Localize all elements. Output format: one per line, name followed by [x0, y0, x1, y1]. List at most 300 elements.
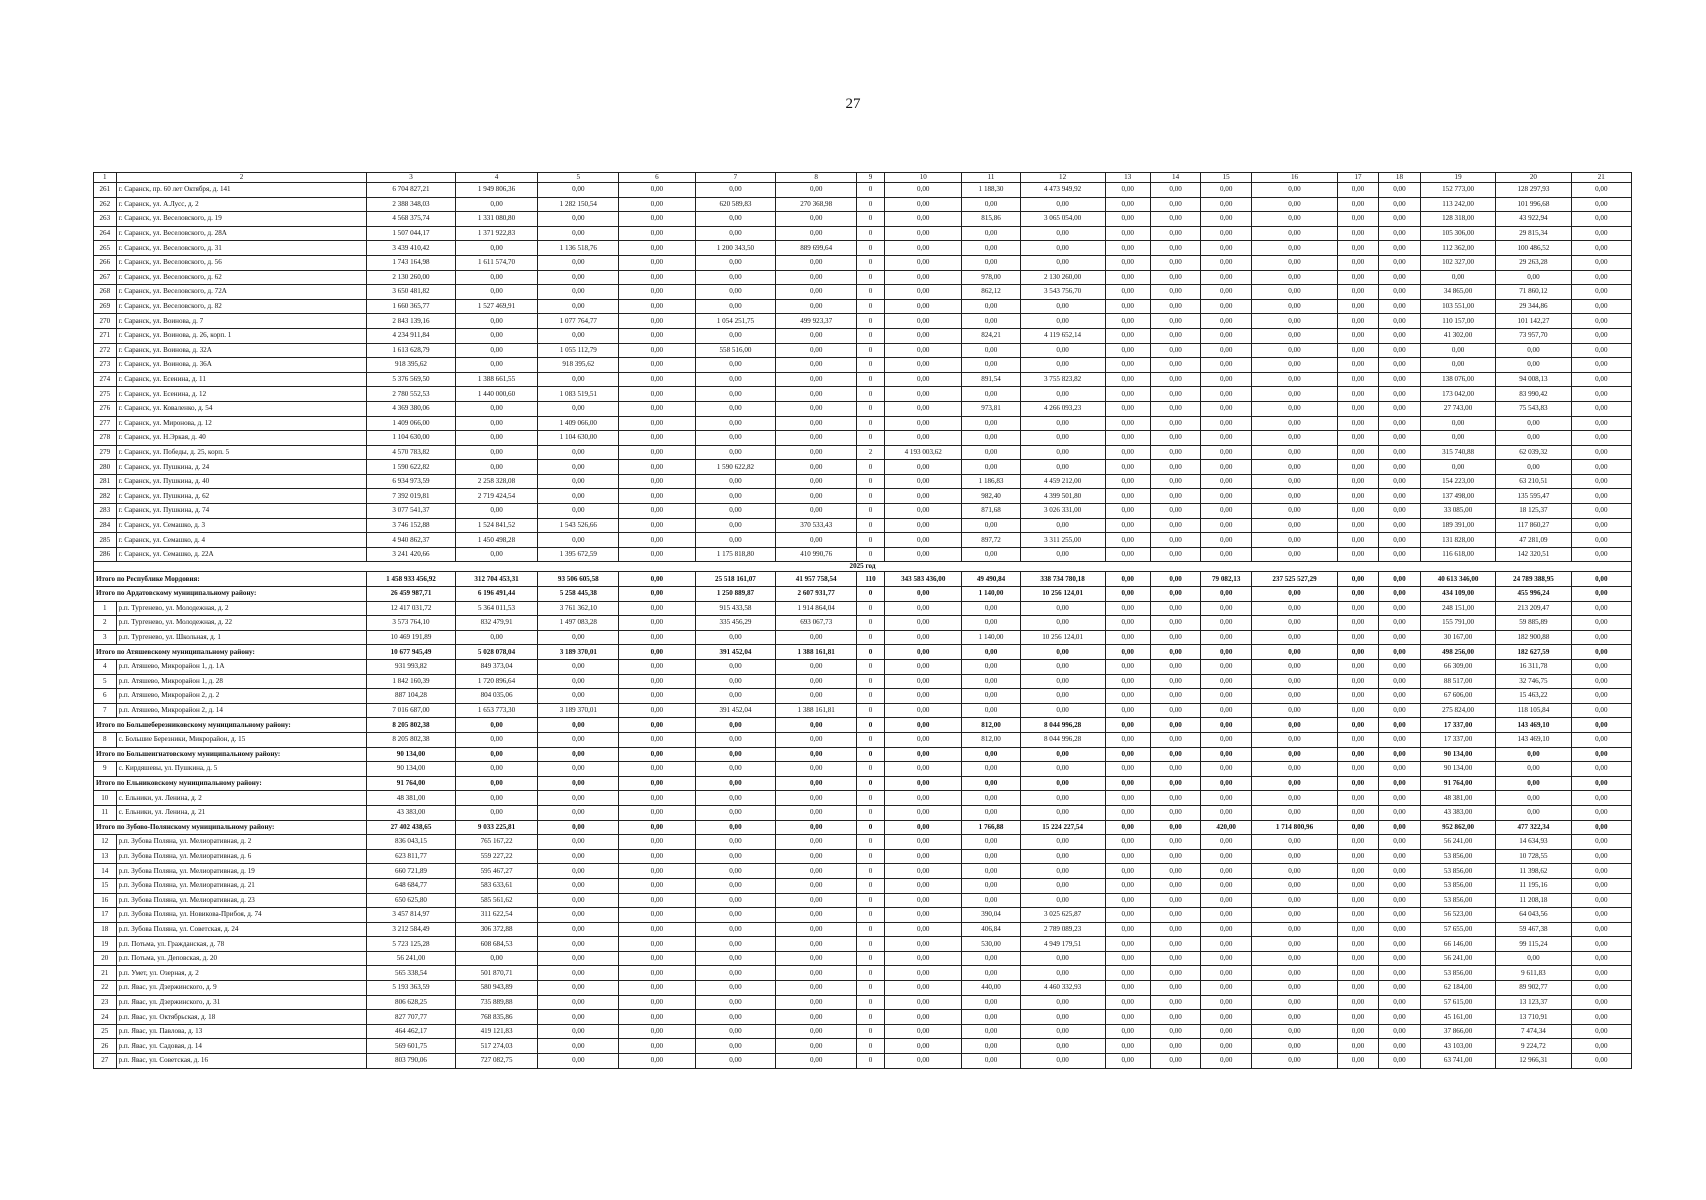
value-cell: 0,00: [619, 401, 695, 416]
value-cell: 0,00: [695, 226, 776, 241]
value-cell: 56 241,00: [1420, 835, 1495, 850]
value-cell: 1 611 574,70: [455, 255, 538, 270]
value-cell: 0,00: [538, 183, 619, 198]
value-cell: 0: [857, 343, 885, 358]
value-cell: 0,00: [619, 951, 695, 966]
value-cell: 410 990,76: [776, 547, 857, 562]
value-cell: 0,00: [1338, 518, 1379, 533]
value-cell: 315 740,88: [1420, 445, 1495, 460]
column-number: 2: [116, 173, 367, 183]
value-cell: 0,00: [776, 533, 857, 548]
value-cell: 40 613 346,00: [1420, 572, 1495, 587]
value-cell: 0,00: [962, 1054, 1020, 1069]
value-cell: 11 208,18: [1496, 893, 1571, 908]
table-row: [94, 372, 1632, 387]
value-cell: 29 815,34: [1496, 226, 1571, 241]
value-cell: 0,00: [695, 776, 776, 791]
table-row: [94, 445, 1632, 460]
value-cell: 815,86: [962, 212, 1020, 227]
value-cell: 1 949 806,36: [455, 183, 538, 198]
value-cell: 0,00: [1571, 630, 1631, 645]
column-number: 18: [1378, 173, 1420, 183]
row-number: 267: [94, 270, 117, 285]
value-cell: 57 655,00: [1420, 922, 1495, 937]
value-cell: 0: [857, 416, 885, 431]
value-cell: 0,00: [538, 981, 619, 996]
value-cell: 0,00: [1338, 966, 1379, 981]
value-cell: 0: [857, 197, 885, 212]
value-cell: 0,00: [1571, 805, 1631, 820]
value-cell: 0,00: [1338, 255, 1379, 270]
value-cell: 0,00: [1378, 358, 1420, 373]
total-row: [94, 776, 1632, 791]
value-cell: 0: [857, 270, 885, 285]
value-cell: 0,00: [885, 489, 962, 504]
value-cell: 0,00: [962, 776, 1020, 791]
value-cell: 248 151,00: [1420, 601, 1495, 616]
value-cell: 0,00: [776, 966, 857, 981]
row-number: 265: [94, 241, 117, 256]
row-number: 10: [94, 791, 117, 806]
row-number: 17: [94, 908, 117, 923]
value-cell: 0,00: [776, 762, 857, 777]
value-cell: 4 459 212,00: [1020, 474, 1105, 489]
value-cell: 1 714 800,96: [1251, 820, 1337, 835]
address-cell: г. Саранск, ул. Веселовского, д. 72А: [116, 285, 367, 300]
value-cell: 48 381,00: [367, 791, 455, 806]
value-cell: 0,00: [1105, 820, 1150, 835]
value-cell: 0,00: [1251, 474, 1337, 489]
value-cell: 0,00: [776, 981, 857, 996]
value-cell: 0,00: [1150, 504, 1201, 519]
value-cell: 0,00: [1338, 922, 1379, 937]
value-cell: 0,00: [619, 645, 695, 660]
value-cell: 63 741,00: [1420, 1054, 1495, 1069]
value-cell: 0,00: [1105, 328, 1150, 343]
value-cell: 0,00: [1378, 689, 1420, 704]
value-cell: 0,00: [1251, 533, 1337, 548]
value-cell: 0,00: [695, 1024, 776, 1039]
value-cell: 0,00: [1571, 1024, 1631, 1039]
value-cell: 0,00: [1251, 343, 1337, 358]
value-cell: 0,00: [1378, 504, 1420, 519]
value-cell: 0,00: [1338, 314, 1379, 329]
value-cell: 2 130 260,00: [367, 270, 455, 285]
value-cell: 871,68: [962, 504, 1020, 519]
value-cell: 0,00: [1378, 255, 1420, 270]
row-number: 270: [94, 314, 117, 329]
value-cell: 0: [857, 689, 885, 704]
value-cell: 0,00: [1201, 212, 1252, 227]
value-cell: 0,00: [776, 805, 857, 820]
value-cell: 0,00: [1105, 197, 1150, 212]
value-cell: 0,00: [1251, 878, 1337, 893]
value-cell: 1 331 080,80: [455, 212, 538, 227]
value-cell: 116 618,00: [1420, 547, 1495, 562]
value-cell: 0: [857, 981, 885, 996]
value-cell: 90 134,00: [1420, 747, 1495, 762]
value-cell: 13 710,91: [1496, 1010, 1571, 1025]
value-cell: 1 054 251,75: [695, 314, 776, 329]
value-cell: 0,00: [1150, 937, 1201, 952]
value-cell: 0,00: [885, 270, 962, 285]
value-cell: 0,00: [1571, 183, 1631, 198]
value-cell: 0,00: [455, 791, 538, 806]
value-cell: 62 184,00: [1420, 981, 1495, 996]
value-cell: 24 789 388,95: [1496, 572, 1571, 587]
value-cell: 5 193 363,59: [367, 981, 455, 996]
value-cell: 142 320,51: [1496, 547, 1571, 562]
value-cell: 0,00: [1338, 1010, 1379, 1025]
value-cell: 0,00: [885, 616, 962, 631]
table-row: [94, 270, 1632, 285]
value-cell: 2: [857, 445, 885, 460]
value-cell: 0,00: [1571, 791, 1631, 806]
value-cell: 1 188,30: [962, 183, 1020, 198]
value-cell: 0,00: [1105, 893, 1150, 908]
value-cell: 0,00: [776, 1024, 857, 1039]
value-cell: 0,00: [1105, 358, 1150, 373]
total-label: Итого по Ельниковскому муниципальному району:: [94, 776, 367, 791]
value-cell: 0,00: [1338, 285, 1379, 300]
value-cell: 0: [857, 893, 885, 908]
value-cell: 75 543,83: [1496, 401, 1571, 416]
value-cell: 0,00: [619, 328, 695, 343]
value-cell: 0,00: [962, 358, 1020, 373]
value-cell: 11 398,62: [1496, 864, 1571, 879]
value-cell: 0,00: [455, 285, 538, 300]
value-cell: 0,00: [619, 981, 695, 996]
table-row: [94, 1010, 1632, 1025]
column-number: 11: [962, 173, 1020, 183]
column-number: 1: [94, 173, 117, 183]
value-cell: 0,00: [776, 922, 857, 937]
value-cell: 0,00: [538, 689, 619, 704]
address-cell: р.п. Атяшево, Микрорайон 2, д. 14: [116, 703, 367, 718]
value-cell: 0,00: [1571, 343, 1631, 358]
address-cell: р.п. Атяшево, Микрорайон 2, д. 2: [116, 689, 367, 704]
value-cell: 0,00: [619, 431, 695, 446]
value-cell: 0,00: [885, 747, 962, 762]
row-number: 7: [94, 703, 117, 718]
value-cell: 0,00: [885, 343, 962, 358]
page-number: 27: [845, 96, 861, 112]
value-cell: 0,00: [1201, 951, 1252, 966]
value-cell: 0,00: [1020, 951, 1105, 966]
value-cell: 0,00: [1338, 445, 1379, 460]
value-cell: 0,00: [1496, 791, 1571, 806]
value-cell: 0,00: [1105, 674, 1150, 689]
value-cell: 59 467,38: [1496, 922, 1571, 937]
value-cell: 0: [857, 489, 885, 504]
table-row: [94, 908, 1632, 923]
table-row: [94, 474, 1632, 489]
value-cell: 2 258 328,08: [455, 474, 538, 489]
value-cell: 7 474,34: [1496, 1024, 1571, 1039]
value-cell: 0,00: [695, 630, 776, 645]
value-cell: 0,00: [1338, 547, 1379, 562]
value-cell: 0,00: [1150, 518, 1201, 533]
value-cell: 0,00: [1201, 416, 1252, 431]
value-cell: 0,00: [776, 1039, 857, 1054]
value-cell: 0,00: [885, 387, 962, 402]
value-cell: 0,00: [695, 431, 776, 446]
value-cell: 0,00: [885, 183, 962, 198]
value-cell: 1 914 864,04: [776, 601, 857, 616]
value-cell: 1 371 922,83: [455, 226, 538, 241]
value-cell: 0,00: [1571, 328, 1631, 343]
value-cell: 1 720 896,64: [455, 674, 538, 689]
table-row: [94, 601, 1632, 616]
value-cell: 0,00: [885, 922, 962, 937]
value-cell: 0,00: [1378, 703, 1420, 718]
value-cell: 0,00: [1020, 431, 1105, 446]
value-cell: 0,00: [1251, 776, 1337, 791]
value-cell: 0,00: [776, 995, 857, 1010]
year-row: [94, 562, 1632, 572]
value-cell: 0,00: [1571, 226, 1631, 241]
value-cell: 0,00: [1105, 703, 1150, 718]
value-cell: 0,00: [538, 908, 619, 923]
value-cell: 0,00: [1020, 878, 1105, 893]
row-number: 275: [94, 387, 117, 402]
value-cell: 4 940 862,37: [367, 533, 455, 548]
value-cell: 0,00: [1105, 387, 1150, 402]
value-cell: 311 622,54: [455, 908, 538, 923]
value-cell: 0,00: [1571, 197, 1631, 212]
value-cell: 0,00: [1105, 660, 1150, 675]
value-cell: 0,00: [1378, 732, 1420, 747]
value-cell: 0,00: [1571, 922, 1631, 937]
value-cell: 0: [857, 328, 885, 343]
value-cell: 0: [857, 908, 885, 923]
value-cell: 0,00: [1338, 689, 1379, 704]
value-cell: 0,00: [538, 820, 619, 835]
value-cell: 9 611,83: [1496, 966, 1571, 981]
value-cell: 0,00: [1105, 533, 1150, 548]
value-cell: 765 167,22: [455, 835, 538, 850]
value-cell: 10 728,55: [1496, 849, 1571, 864]
value-cell: 0,00: [1201, 630, 1252, 645]
value-cell: 0,00: [619, 878, 695, 893]
value-cell: 0,00: [885, 358, 962, 373]
value-cell: 0: [857, 805, 885, 820]
value-cell: 0,00: [1201, 660, 1252, 675]
value-cell: 105 306,00: [1420, 226, 1495, 241]
value-cell: 0,00: [885, 1054, 962, 1069]
value-cell: 0,00: [1150, 387, 1201, 402]
value-cell: 0,00: [885, 431, 962, 446]
total-label: Итого по Зубово-Полянскому муниципальному району:: [94, 820, 367, 835]
value-cell: 0,00: [962, 431, 1020, 446]
value-cell: 0: [857, 460, 885, 475]
value-cell: 0,00: [455, 630, 538, 645]
value-cell: 83 990,42: [1496, 387, 1571, 402]
value-cell: 849 373,04: [455, 660, 538, 675]
value-cell: 0,00: [455, 431, 538, 446]
value-cell: 93 506 605,58: [538, 572, 619, 587]
address-cell: г. Саранск, ул. Воинова, д. 32А: [116, 343, 367, 358]
value-cell: 0,00: [962, 864, 1020, 879]
value-cell: 0,00: [1201, 1054, 1252, 1069]
column-number: 6: [619, 173, 695, 183]
value-cell: 91 764,00: [1420, 776, 1495, 791]
value-cell: 0: [857, 431, 885, 446]
value-cell: 0,00: [1251, 616, 1337, 631]
value-cell: 0,00: [1020, 197, 1105, 212]
value-cell: 0,00: [538, 1054, 619, 1069]
address-cell: г. Саранск, ул. Пушкина, д. 40: [116, 474, 367, 489]
value-cell: 0,00: [1338, 995, 1379, 1010]
value-cell: 3 311 255,00: [1020, 533, 1105, 548]
value-cell: 237 525 527,29: [1251, 572, 1337, 587]
value-cell: 952 862,00: [1420, 820, 1495, 835]
value-cell: 335 456,29: [695, 616, 776, 631]
value-cell: 128 297,93: [1496, 183, 1571, 198]
value-cell: 0: [857, 226, 885, 241]
value-cell: 0,00: [1150, 601, 1201, 616]
value-cell: 0,00: [885, 791, 962, 806]
value-cell: 0,00: [1420, 343, 1495, 358]
value-cell: 0,00: [455, 732, 538, 747]
value-cell: 0,00: [1105, 1024, 1150, 1039]
value-cell: 0,00: [1251, 401, 1337, 416]
value-cell: 112 362,00: [1420, 241, 1495, 256]
address-cell: р.п. Тургенево, ул. Школьная, д. 1: [116, 630, 367, 645]
value-cell: 0,00: [1338, 328, 1379, 343]
value-cell: 41 302,00: [1420, 328, 1495, 343]
address-cell: р.п. Явас, ул. Садовая, д. 14: [116, 1039, 367, 1054]
value-cell: 0,00: [1020, 747, 1105, 762]
value-cell: 0,00: [1338, 630, 1379, 645]
row-number: 274: [94, 372, 117, 387]
value-cell: 0,00: [695, 981, 776, 996]
value-cell: 0,00: [1251, 1010, 1337, 1025]
value-cell: 0,00: [1251, 445, 1337, 460]
total-label: Итого по Атяшевскому муниципальному району:: [94, 645, 367, 660]
value-cell: 1 653 773,30: [455, 703, 538, 718]
row-number: 280: [94, 460, 117, 475]
value-cell: 0,00: [455, 416, 538, 431]
value-cell: 0,00: [1338, 387, 1379, 402]
value-cell: 0,00: [776, 689, 857, 704]
address-cell: г. Саранск, ул. Есенина, д. 12: [116, 387, 367, 402]
value-cell: 623 811,77: [367, 849, 455, 864]
value-cell: 0: [857, 951, 885, 966]
value-cell: 0,00: [962, 255, 1020, 270]
value-cell: 0,00: [1251, 908, 1337, 923]
table-row: [94, 689, 1632, 704]
value-cell: 0,00: [1105, 270, 1150, 285]
value-cell: 0: [857, 791, 885, 806]
value-cell: 0,00: [538, 533, 619, 548]
value-cell: 0,00: [1338, 951, 1379, 966]
data-table: [93, 172, 1632, 1069]
value-cell: 0,00: [1150, 197, 1201, 212]
table-row: [94, 547, 1632, 562]
value-cell: 0,00: [885, 601, 962, 616]
total-row: [94, 587, 1632, 602]
value-cell: 0: [857, 372, 885, 387]
value-cell: 0,00: [1201, 285, 1252, 300]
value-cell: 0,00: [1150, 343, 1201, 358]
value-cell: 0: [857, 937, 885, 952]
value-cell: 110: [857, 572, 885, 587]
value-cell: 0,00: [1571, 241, 1631, 256]
value-cell: 0,00: [1020, 1054, 1105, 1069]
total-label: Итого по Республике Мордовия:: [94, 572, 367, 587]
value-cell: 0,00: [1105, 572, 1150, 587]
value-cell: 0,00: [1150, 820, 1201, 835]
value-cell: 0,00: [1201, 718, 1252, 733]
value-cell: 0: [857, 601, 885, 616]
value-cell: 0,00: [538, 674, 619, 689]
value-cell: 0,00: [962, 762, 1020, 777]
value-cell: 0,00: [695, 820, 776, 835]
column-number: 16: [1251, 173, 1337, 183]
value-cell: 0,00: [1251, 660, 1337, 675]
row-number: 25: [94, 1024, 117, 1039]
value-cell: 0,00: [455, 197, 538, 212]
row-number: 6: [94, 689, 117, 704]
value-cell: 0,00: [695, 762, 776, 777]
value-cell: 918 395,62: [367, 358, 455, 373]
address-cell: р.п. Явас, ул. Павлова, д. 13: [116, 1024, 367, 1039]
value-cell: 0,00: [1496, 951, 1571, 966]
value-cell: 8 205 802,38: [367, 732, 455, 747]
value-cell: 0,00: [455, 460, 538, 475]
value-cell: 0,00: [885, 197, 962, 212]
value-cell: 0,00: [1378, 343, 1420, 358]
value-cell: 0,00: [1201, 1039, 1252, 1054]
address-cell: г. Саранск, ул. Веселовского, д. 19: [116, 212, 367, 227]
value-cell: 0,00: [1150, 314, 1201, 329]
value-cell: 3 746 152,88: [367, 518, 455, 533]
value-cell: 0,00: [1338, 1039, 1379, 1054]
address-cell: г. Саранск, ул. Н.Эркая, д. 40: [116, 431, 367, 446]
value-cell: 0,00: [1378, 460, 1420, 475]
value-cell: 0,00: [1251, 718, 1337, 733]
value-cell: 0,00: [538, 226, 619, 241]
value-cell: 0,00: [1378, 1039, 1420, 1054]
value-cell: 0,00: [962, 416, 1020, 431]
value-cell: 0,00: [1338, 864, 1379, 879]
value-cell: 0,00: [1251, 864, 1337, 879]
value-cell: 0,00: [1251, 630, 1337, 645]
value-cell: 0,00: [1571, 255, 1631, 270]
value-cell: 0,00: [776, 212, 857, 227]
value-cell: 4 369 380,06: [367, 401, 455, 416]
row-number: 27: [94, 1054, 117, 1069]
value-cell: 0,00: [1201, 995, 1252, 1010]
table-row: [94, 387, 1632, 402]
value-cell: 0,00: [695, 689, 776, 704]
value-cell: 0,00: [1338, 183, 1379, 198]
value-cell: 0,00: [776, 285, 857, 300]
value-cell: 0,00: [1201, 299, 1252, 314]
value-cell: 0,00: [885, 995, 962, 1010]
row-number: 261: [94, 183, 117, 198]
value-cell: 0,00: [538, 776, 619, 791]
value-cell: 0,00: [1020, 445, 1105, 460]
value-cell: 0,00: [619, 776, 695, 791]
value-cell: 0,00: [1020, 358, 1105, 373]
value-cell: 0,00: [1105, 981, 1150, 996]
value-cell: 0,00: [1105, 762, 1150, 777]
value-cell: 0,00: [1150, 489, 1201, 504]
value-cell: 0,00: [695, 908, 776, 923]
value-cell: 0,00: [1020, 460, 1105, 475]
